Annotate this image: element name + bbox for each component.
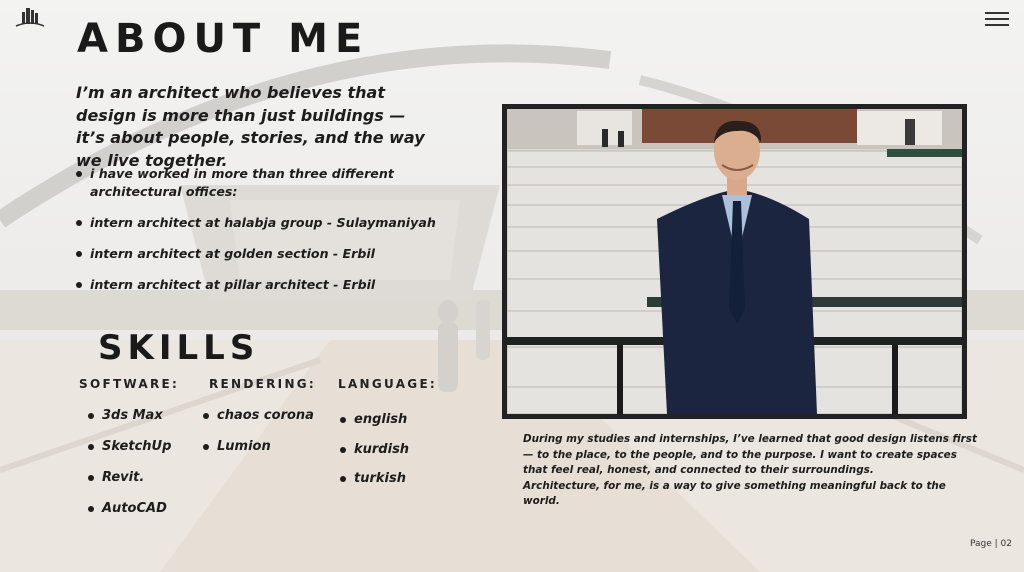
hamburger-menu-icon[interactable] (985, 12, 1009, 26)
photo-caption (523, 432, 983, 510)
experience-item: intern architect at golden section - Erbil (76, 245, 466, 263)
rendering-heading: RENDERING: (209, 377, 317, 391)
rendering-item: chaos corona (203, 407, 314, 425)
page-number: Page | 02 (970, 539, 1012, 549)
caption-paragraph: During my studies and internships, I’ve learned that good design listens first — to the place, to the people, and to the purpose. I want to create spaces that feel real, honest, and connected to their surroundings. (523, 433, 977, 476)
software-heading: SOFTWARE: (79, 377, 180, 391)
experience-item: intern architect at pillar architect - Erbil (76, 276, 466, 294)
page-title: ABOUT ME (77, 16, 370, 62)
software-item: SketchUp (88, 438, 171, 456)
experience-item: i have worked in more than three different architectural offices: (76, 165, 466, 201)
portrait-photo (502, 104, 967, 419)
building-logo-icon[interactable] (14, 6, 46, 28)
rendering-item: Lumion (203, 438, 314, 456)
software-item: AutoCAD (88, 500, 171, 518)
skills-title: SKILLS (98, 328, 260, 368)
experience-item: intern architect at halabja group - Sulaymaniyah (76, 214, 466, 232)
rendering-list (203, 407, 314, 456)
language-list (340, 411, 409, 488)
language-heading: LANGUAGE: (338, 377, 438, 391)
intro-statement: I’m an architect who believes that design is more than just buildings — it’s about people, stories, and the way we live together. (76, 83, 425, 170)
language-item: english (340, 411, 409, 429)
experience-list (76, 165, 466, 307)
language-item: kurdish (340, 441, 409, 459)
software-item: 3ds Max (88, 407, 171, 425)
caption-closing: Architecture, for me, is a way to give something meaningful back to the world. (523, 479, 946, 507)
software-list (88, 407, 171, 518)
software-item: Revit. (88, 469, 171, 487)
language-item: turkish (340, 470, 409, 488)
